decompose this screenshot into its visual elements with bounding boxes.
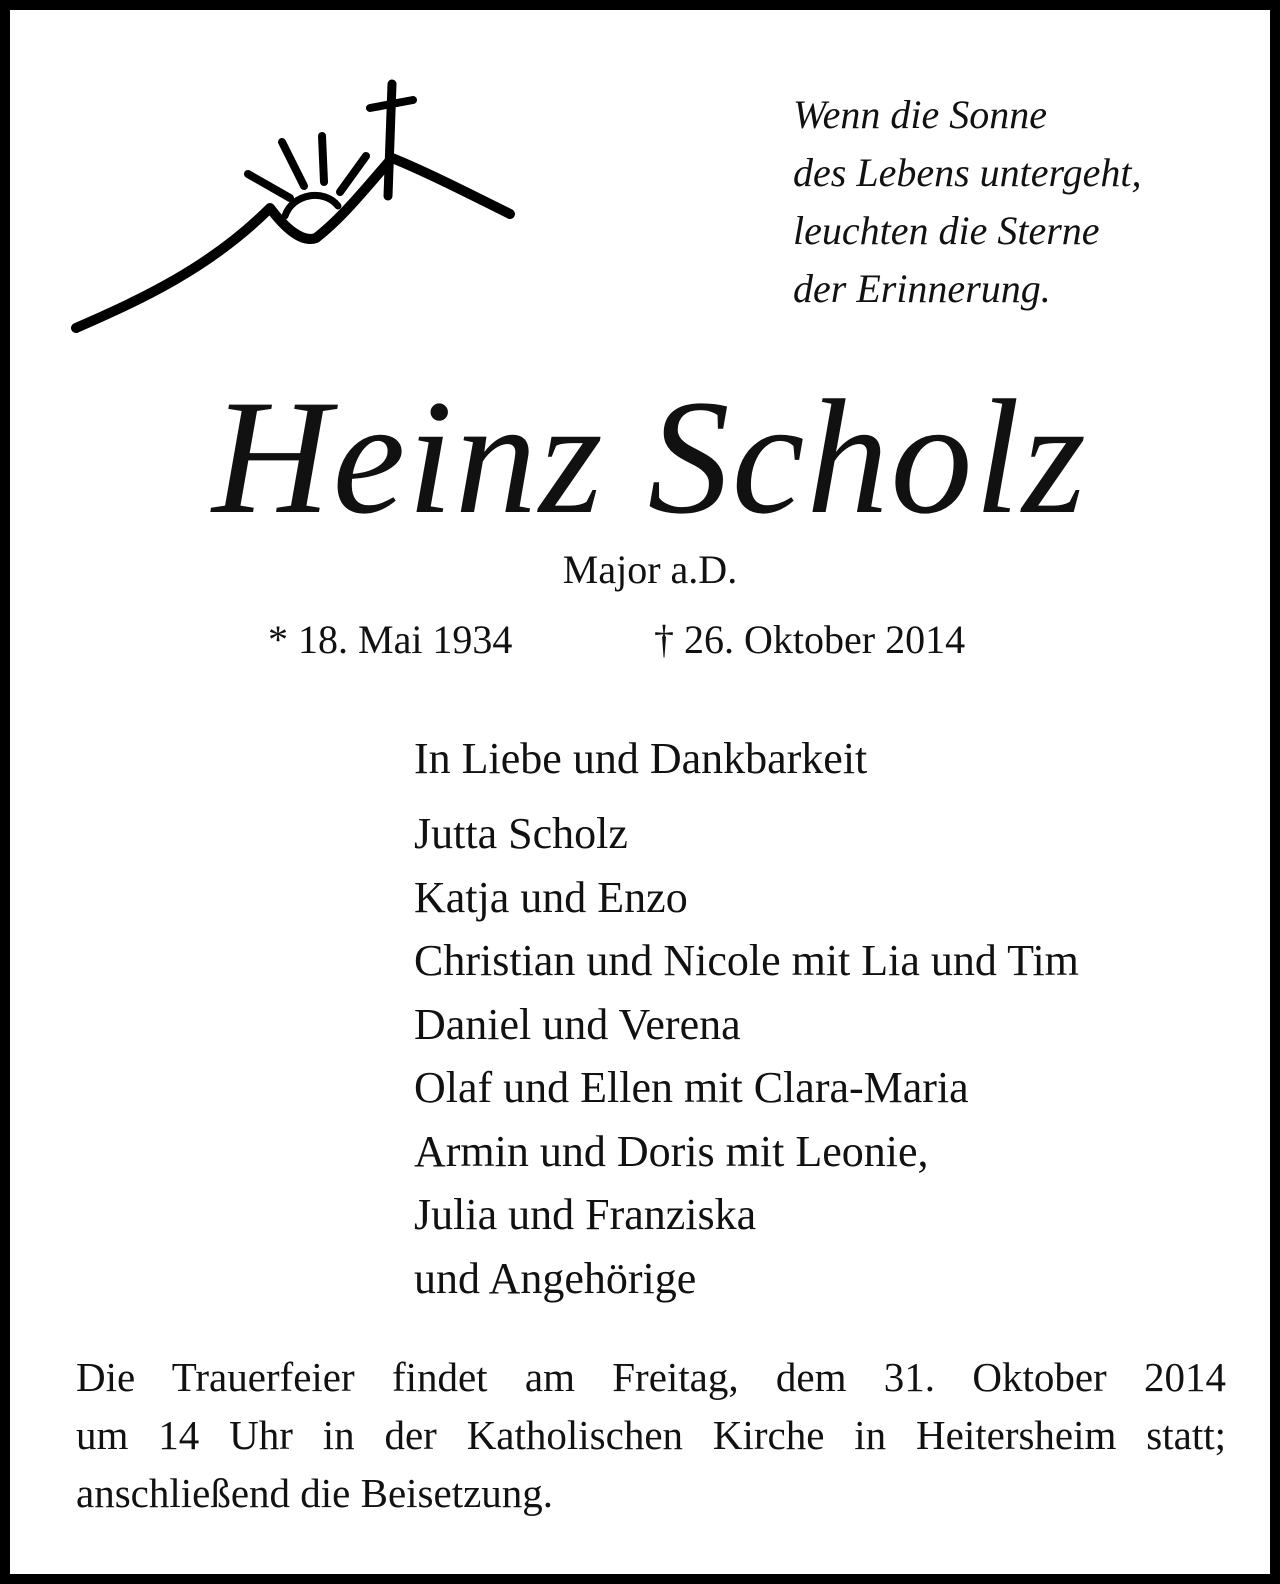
quote-line: der Erinnerung. <box>793 266 1051 311</box>
mourner-name: und Angehörige <box>414 1253 697 1303</box>
funeral-service-info <box>76 1348 1226 1522</box>
deceased-name: Heinz Scholz <box>212 367 1088 548</box>
quote-line: des Lebens untergeht, <box>793 150 1142 195</box>
mourner-name: Daniel und Verena <box>414 999 741 1049</box>
memorial-quote <box>793 86 1253 318</box>
mourner-name: Julia und Franziska <box>414 1190 757 1239</box>
quote-line: Wenn die Sonne <box>793 92 1048 137</box>
ceremony-line: anschließend die Beisetzung. <box>76 1470 554 1516</box>
mourner-name: Armin und Doris mit Leonie, <box>414 1126 929 1176</box>
mourner-name: Christian und Nicole mit Lia und Tim <box>414 936 1079 985</box>
birth-date: * 18. Mai 1934 <box>268 617 513 662</box>
ceremony-line: um 14 Uhr in der Katholischen Kirche in Heitersheim statt; <box>76 1412 1226 1458</box>
mourners-list <box>414 728 1264 1310</box>
ceremony-line: Die Trauerfeier findet am Freitag, dem 31. Oktober 2014 <box>76 1354 1226 1400</box>
mourner-name: Katja und Enzo <box>414 872 688 922</box>
mourner-name: Olaf und Ellen mit Clara-Maria <box>414 1063 969 1112</box>
quote-line: leuchten die Sterne <box>793 208 1100 253</box>
mourners-lead: In Liebe und Dankbarkeit <box>414 734 868 783</box>
death-date: † 26. Oktober 2014 <box>654 617 966 662</box>
deceased-rank: Major a.D. <box>562 547 738 592</box>
sunset-mountain-cross-icon <box>70 78 530 340</box>
mourner-name: Jutta Scholz <box>414 809 628 858</box>
